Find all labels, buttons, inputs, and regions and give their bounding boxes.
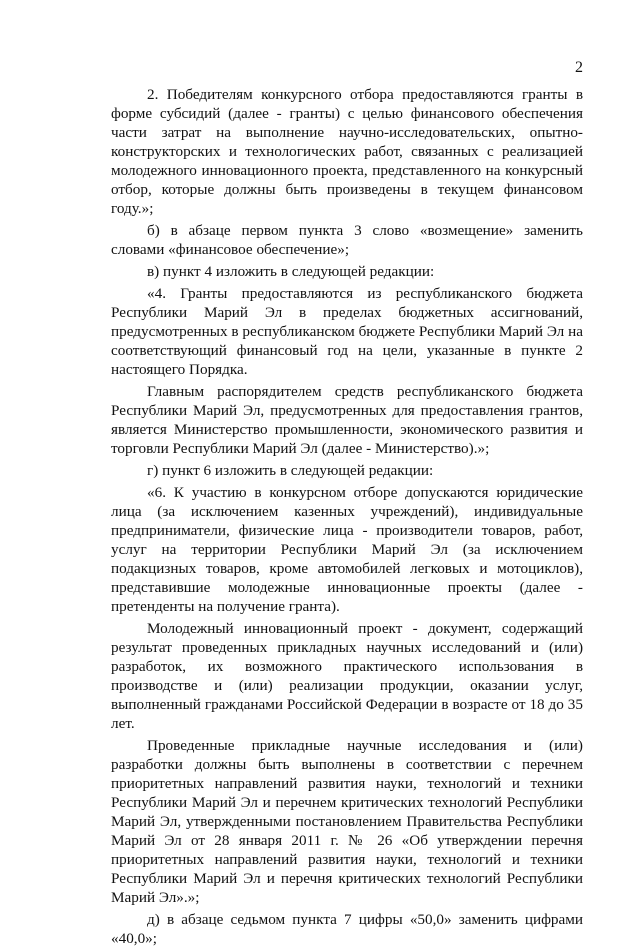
paragraph-item-2-grants: 2. Победителям конкурсного отбора предоставляются гранты в форме субсидий (далее - гранты) с целью финансового обеспечения части затрат на выполнение научно-исследовательских, опытно-конструкторских и технологических работ, связанных с реализацией молодежного инновационного проекта, представленного на конкурсный отбор, которые должны быть произведены в текущем финансовом году.»;	[111, 86, 583, 217]
paragraph-research-requirements: Проведенные прикладные научные исследования и (или) разработки должны быть выполнены в соответствии с перечнем приоритетных направлений развития науки, технологий и техники Республики Марий Эл и перечнем критических технологий Республики Марий Эл, утвержденными постановлением Правительства Республики Марий Эл от 28 января 2011 г. № 26 «Об утверждении перечня приоритетных направлений развития науки, технологий и техники Республики Марий Эл и перечня критических технологий Республики Марий Эл».»;	[111, 737, 583, 906]
paragraph-amendment-v: в) пункт 4 изложить в следующей редакции:	[147, 263, 435, 280]
paragraph-item-6-participants: «6. К участию в конкурсном отборе допускаются юридические лица (за исключением казенных учреждений), индивидуальные предприниматели, физические лица - производители товаров, работ, услуг на территории Республики Марий Эл (за исключением подакцизных товаров, кроме автомобилей легковых и мотоциклов), представившие молодежные инновационные проекты (далее - претенденты на получение гранта).	[111, 484, 583, 615]
paragraph-item-4-grants-source: «4. Гранты предоставляются из республиканского бюджета Республики Марий Эл в пределах бюджетных ассигнований, предусмотренных в республиканском бюджете Республики Марий Эл на соответствующий финансовый год на цели, указанные в пункте 2 настоящего Порядка.	[111, 285, 583, 378]
paragraph-amendment-b: б) в абзаце первом пункта 3 слово «возмещение» заменить словами «финансовое обеспечение»;	[111, 222, 583, 258]
document-body	[111, 85, 583, 951]
paragraph-youth-project-definition: Молодежный инновационный проект - документ, содержащий результат проведенных прикладных научных исследований и (или) разработок, их возможного практического использования в производстве и (или) реализации продукции, оказании услуг, выполненный гражданами Российской Федерации в возрасте от 18 до 35 лет.	[111, 620, 583, 732]
paragraph-amendment-d: д) в абзаце седьмом пункта 7 цифры «50,0» заменить цифрами «40,0»;	[111, 911, 583, 947]
paragraph-amendment-g: г) пункт 6 изложить в следующей редакции:	[147, 462, 434, 479]
page-number: 2	[575, 59, 583, 76]
paragraph-main-administrator: Главным распорядителем средств республиканского бюджета Республики Марий Эл, предусмотренных для предоставления грантов, является Министерство промышленности, экономического развития и торговли Республики Марий Эл (далее - Министерство).»;	[111, 383, 583, 457]
